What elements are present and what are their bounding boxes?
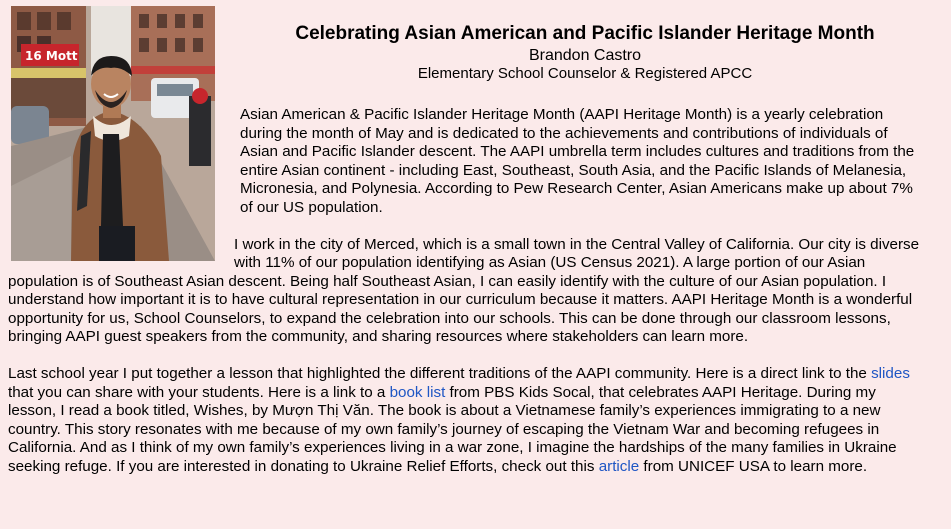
article-title: Celebrating Asian American and Pacific Islander Heritage Month	[295, 23, 875, 44]
article-body	[8, 106, 925, 495]
article-header	[240, 22, 930, 83]
slides-link[interactable]: slides	[871, 365, 910, 382]
author-name: Brandon Castro	[528, 47, 642, 64]
paragraph-lesson: Last school year I put together a lesson that highlighted the different traditions of the AAPI community. Here is a direct link to the slides that you can share with your students. Here is a link to a book list from PBS Kids Socal, that celebrates AAPI Heritage. During my lesson, I read a book titled, Wishes, by Mượn Thị Văn. The book is about a Vietnamese family’s experiences immigrating to a new country. This story resonates with me because of my own family’s journey of escaping the Vietnam War and becoming refugees in California. And as I think of my own family’s experiences living in a war zone, I imagine the hardships of the many families in Ukraine seeking refuge. If you are interested in donating to Ukraine Relief Efforts, check out this article from UNICEF USA to learn more.	[8, 365, 910, 475]
paragraph-intro: Asian American & Pacific Islander Heritage Month (AAPI Heritage Month) is a yearly celebration during the month of May and is dedicated to the achievements and contributions of individuals of Asian and Pacific Islander descent. The AAPI umbrella term includes cultures and traditions from the entire Asian continent - including East, Southeast, South Asia, and the Pacific Islands of Melanesia, Micronesia, and Polynesia. According to Pew Research Center, Asian Americans make up about 7% of our US population.	[240, 106, 915, 216]
author-role: Elementary School Counselor & Registered APCC	[417, 65, 753, 82]
store-sign-text: 16 Mott	[25, 49, 78, 63]
book-list-link[interactable]: book list	[389, 383, 446, 401]
paragraph-merced-text: I work in the city of Merced, which is a small town in the Central Valley of California. Our city is diverse with 11% of our population identifying as Asian (US Census 2021). A large portion of our Asian population is of Southeast Asian descent. Being half Southeast Asian, I can easily identify with the culture of our Asian population. I understand how important it is to have cultural representation in our curriculum because it matters. AAPI Heritage Month is a wonderful opportunity for us, School Counselors, to expand the celebration into our schools. This can be done through our classroom lessons, bringing AAPI guest speakers from the community, and sharing resources where stakeholders can learn more.	[8, 235, 920, 345]
article-link[interactable]: article	[598, 457, 640, 475]
